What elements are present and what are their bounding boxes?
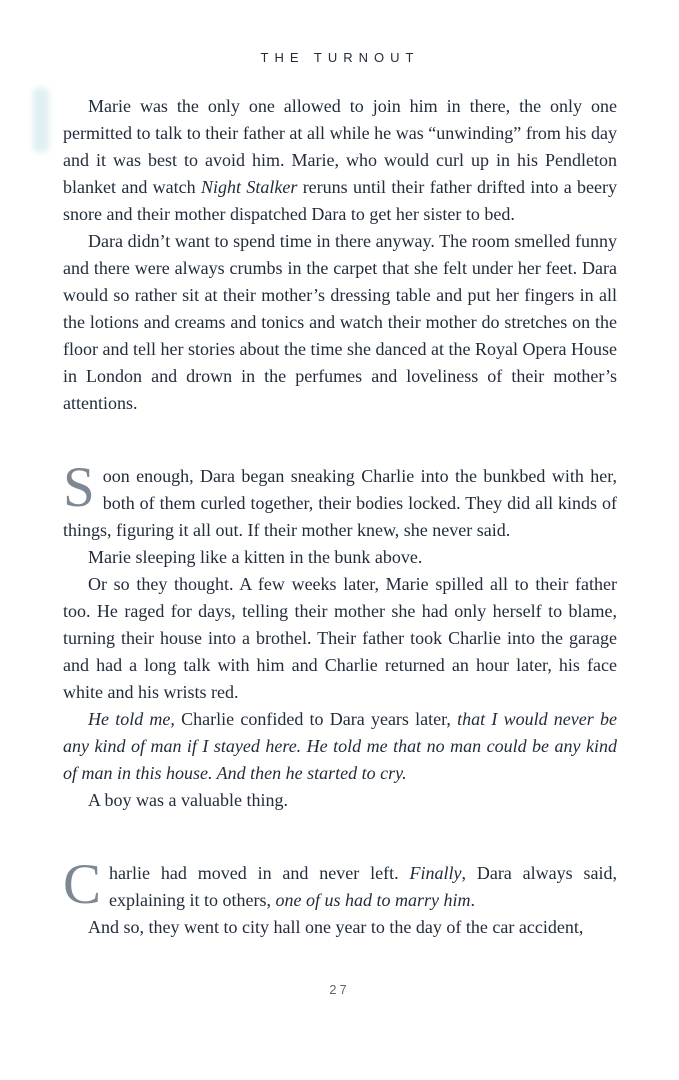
section [63,93,617,417]
text-run: Marie was the only one allowed to join him in there, the only one permitted to talk to their father at all while he was “unwinding” from his day and it was best to avoid him. Marie, who would curl up in his Pendleton blanket and watch [63,96,617,197]
drop-cap: C [63,853,102,916]
text-run: . [470,890,476,910]
page-body [63,93,617,941]
text-run: Or so they thought. A few weeks later, Marie spilled all to their father too. He raged for days, telling their mother she had only herself to blame, turning their house into a brothel. Their father took Charlie into the garage and had a long talk with him and Charlie returned an hour later, his face white and his wrists red. [63,574,617,702]
text-run: Charlie confided to Dara years later, [174,709,458,729]
text-run: , Dara always said, explaining it to others, [109,863,618,910]
text-run: Dara didn’t want to spend time in there anyway. The room smelled funny and there were always crumbs in the carpet that she felt under her feet. Dara would so rather sit at their mother’s dressing table and put her fingers in all the lotions and creams and tonics and watch their mother do stretches on the floor and tell her stories about the time she danced at the Royal Opera House in London and drown in the perfumes and loveliness of their mother’s attentions. [63,231,617,413]
paragraph [63,787,617,814]
book-page [63,50,617,941]
paragraph [63,853,618,916]
page-number: 27 [329,982,350,997]
text-run: And so, they went to city hall one year to the day of the car accident, [88,917,584,937]
paragraph [63,456,617,544]
text-run: oon enough, Dara began sneaking Charlie into the bunkbed with her, both of them curled together, their bodies locked. They did all kinds of things, figuring it all out. If their mother knew, she never said. [63,466,617,540]
text-run: that I would never be any kind of man if I stayed here. He told me that no man could be any kind of man in this house. And then he started to cry. [63,709,617,783]
drop-cap: S [63,456,95,519]
paragraph [63,914,617,941]
paragraph [63,93,617,228]
section [63,456,617,814]
text-run: Marie sleeping like a kitten in the bunk above. [88,547,423,567]
paragraph [63,571,617,706]
paragraph [63,228,617,417]
text-run: one of us had to marry him [275,890,471,910]
text-run: harlie had moved in and never left. [109,863,410,883]
text-run: He told me, [88,709,175,729]
text-run: reruns until their father drifted into a beery snore and their mother dispatched Dara to get her sister to bed. [63,177,617,224]
scan-artifact [33,88,49,152]
text-run: Night Stalker [201,177,298,197]
paragraph [63,706,617,787]
text-run: A boy was a valuable thing. [88,790,288,810]
paragraph [63,544,617,571]
running-head: THE TURNOUT [260,50,420,65]
text-run: Finally [409,863,462,883]
section [63,853,618,941]
